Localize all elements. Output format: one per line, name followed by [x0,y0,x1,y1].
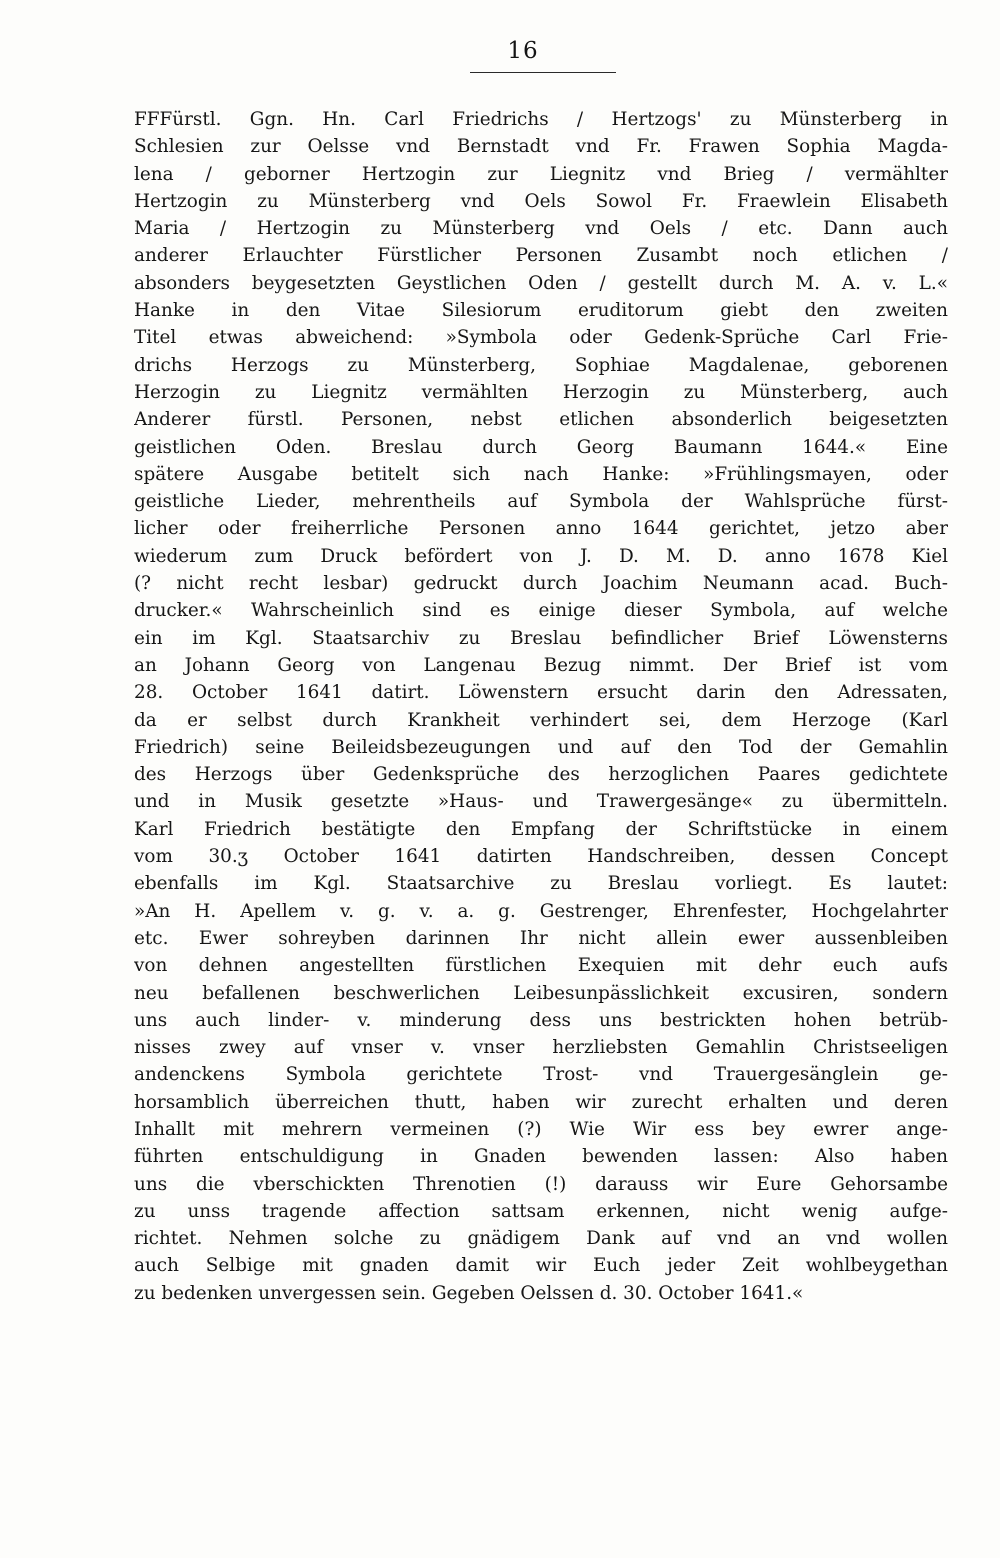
text-line: Maria / Hertzogin zu Münsterberg vnd Oels / etc. Dann auch [134,218,948,240]
text-line: uns die vberschickten Threnotien (!) darauss wir Eure Gehorsambe [134,1173,948,1195]
text-line: ebenfalls im Kgl. Staatsarchive zu Breslau vorliegt. Es lautet: [134,873,948,895]
text-line: horsamblich überreichen thutt, haben wir zurecht erhalten und deren [134,1091,948,1113]
header-rule [470,72,616,73]
text-line: da er selbst durch Krankheit verhindert sei, dem Herzoge (Karl [134,709,948,731]
text-line: an Johann Georg von Langenau Bezug nimmt. Der Brief ist vom [134,654,948,676]
text-line: uns auch linder- v. minderung dess uns bestrickten hohen betrüb- [134,1009,948,1031]
text-line: und in Musik gesetzte »Haus- und Trawergesänge« zu übermitteln. [134,791,948,813]
text-line: auch Selbige mit gnaden damit wir Euch jeder Zeit wohlbeygethan [134,1255,948,1277]
body-text [134,106,948,1307]
text-line: licher oder freiherrliche Personen anno 1644 gerichtet, jetzo aber [134,518,948,540]
text-line: (? nicht recht lesbar) gedruckt durch Joachim Neumann acad. Buch- [134,573,948,595]
page-number: 16 [507,38,539,64]
text-line: 28. October 1641 datirt. Löwenstern ersucht darin den Adressaten, [134,682,948,704]
text-line: geistliche Lieder, mehrentheils auf Symbola der Wahlsprüche fürst- [134,491,948,513]
text-line: von dehnen angestellten fürstlichen Exequien mit dehr euch aufs [134,955,948,977]
text-line: Anderer fürstl. Personen, nebst etlichen absonderlich beigesetzten [134,409,948,431]
text-line: FFFürstl. Ggn. Hn. Carl Friedrichs / Hertzogs' zu Münsterberg in [134,109,948,130]
text-line: Schlesien zur Oelsse vnd Bernstadt vnd Fr. Frawen Sophia Magda- [134,136,948,158]
text-line: wiederum zum Druck befördert von J. D. M. D. anno 1678 Kiel [134,545,948,567]
text-line: Karl Friedrich bestätigte den Empfang der Schriftstücke in einem [134,818,948,840]
text-line: lena / geborner Hertzogin zur Liegnitz vnd Brieg / vermählter [134,163,948,185]
text-line: Herzogin zu Liegnitz vermählten Herzogin zu Münsterberg, auch [134,381,948,403]
text-line: Titel etwas abweichend: »Symbola oder Gedenk-Sprüche Carl Frie- [134,327,948,349]
text-line: spätere Ausgabe betitelt sich nach Hanke: »Frühlingsmayen, oder [134,463,948,485]
text-line: drichs Herzogs zu Münsterberg, Sophiae Magdalenae, geborenen [134,354,948,376]
text-line: absonders beygesetzten Geystlichen Oden / gestellt durch M. A. v. L.« [134,272,948,294]
text-line: andenckens Symbola gerichtete Trost- vnd Trauergesänglein ge- [134,1064,948,1086]
text-line: Inhallt mit mehrern vermeinen (?) Wie Wir ess bey ewrer ange- [134,1118,948,1140]
text-line: anderer Erlauchter Fürstlicher Personen Zusambt noch etlichen / [134,245,948,267]
text-line: Hertzogin zu Münsterberg vnd Oels Sowol Fr. Fraewlein Elisabeth [134,190,948,212]
text-line: ein im Kgl. Staatsarchiv zu Breslau befindlicher Brief Löwensterns [134,627,948,649]
text-line: Friedrich) seine Beileidsbezeugungen und auf den Tod der Gemahlin [134,736,948,758]
text-line: führten entschuldigung in Gnaden bewenden lassen: Also haben [134,1146,948,1168]
text-line: richtet. Nehmen solche zu gnädigem Dank auf vnd an vnd wollen [134,1228,948,1250]
text-line: zu unss tragende affection sattsam erkennen, nicht wenig aufge- [134,1200,948,1222]
text-line: geistlichen Oden. Breslau durch Georg Baumann 1644.« Eine [134,436,948,458]
text-line: vom 30.ʒ October 1641 datirten Handschreiben, dessen Concept [134,846,948,868]
text-line: zu bedenken unvergessen sein. Gegeben Oelssen d. 30. October 1641.« [134,1282,804,1304]
text-line: Hanke in den Vitae Silesiorum eruditorum giebt den zweiten [134,300,948,322]
text-line: des Herzogs über Gedenksprüche des herzoglichen Paares gedichtete [134,764,948,786]
text-line: etc. Ewer sohreyben darinnen Ihr nicht allein ewer aussenbleiben [134,927,948,949]
text-line: nisses zwey auf vnser v. vnser herzliebsten Gemahlin Christseeligen [134,1037,948,1059]
text-line: neu befallenen beschwerlichen Leibesunpässlichkeit excusiren, sondern [134,982,948,1004]
text-line: drucker.« Wahrscheinlich sind es einige dieser Symbola, auf welche [134,600,948,622]
text-line: »An H. Apellem v. g. v. a. g. Gestrenger, Ehrenfester, Hochgelahrter [134,900,948,922]
